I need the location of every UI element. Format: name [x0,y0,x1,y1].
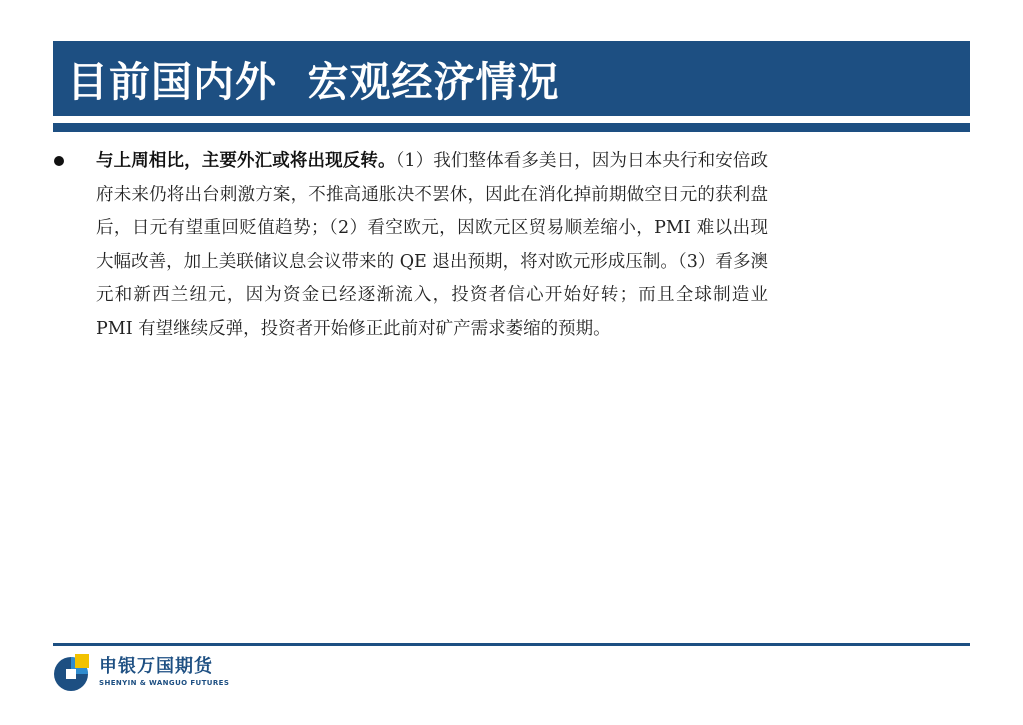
bullet-item [50,145,770,346]
bullet-paragraph [96,145,768,346]
paragraph-body: （1）我们整体看多美日，因为日本央行和安倍政府未来仍将出台刺激方案，不推高通胀决不罢休，因此在消化掉前期做空日元的获利盘后，日元有望重回贬值趋势；（2）看空欧元，因欧元区贸易顺差缩小，PMI 难以出现大幅改善，加上美联储议息会议带来的 QE 退出预期，将对欧元形成压制。（3）看多澳元和新西兰纽元，因为资金已经逐渐流入，投资者信心开始好转；而且全球制造业 PMI 有望继续反弹，投资者开始修正此前对矿产需求萎缩的预期。 [96,151,768,339]
logo-text [99,656,229,688]
content-area [50,145,770,346]
title-underline [53,123,970,132]
paragraph-lead: 与上周相比，主要外汇或将出现反转。 [96,151,396,171]
bullet-dot-icon [54,156,64,166]
company-logo [53,652,229,692]
logo-english-name: SHENYIN & WANGUO FUTURES [99,679,230,687]
logo-mark-icon [53,652,93,692]
title-bar [53,41,970,116]
footer-divider [53,643,970,646]
logo-chinese-name: 申银万国期货 [99,656,213,677]
page-title: 目前国内外 宏观经济情况 [67,58,560,106]
